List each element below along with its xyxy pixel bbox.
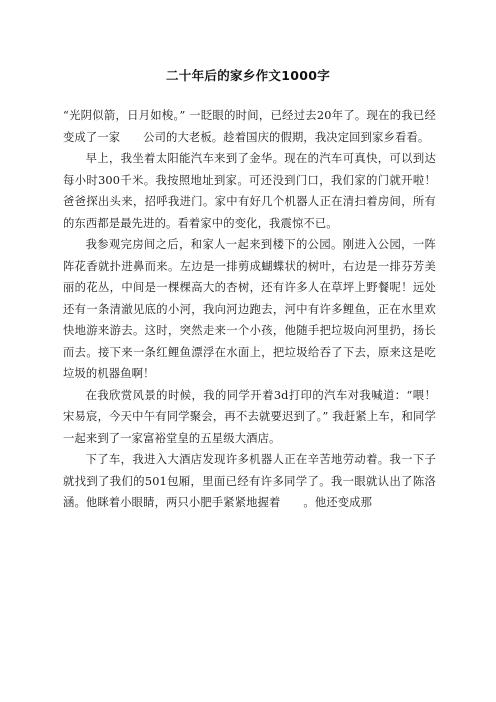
paragraph-3: 我参观完房间之后，和家人一起来到楼下的公园。刚进入公园，一阵阵花香就扑进鼻而来。左边是一排剪成蝴蝶状的树叶，右边是一排芬芳美丽的花丛，中间是一棵棵高大的杏树，还有许多人在草坪上野餐呢！远处还有一条清澈见底的小河，我向河边跑去，河中有许多鲤鱼，正在水里欢快地游来游去。这时，突然走来一个小孩，他随手把垃圾向河里扔，扬长而去。接下来一条红鲤鱼漂浮在水面上，把垃圾给吞了下去，原来这是吃垃圾的机器鱼啊！ bbox=[63, 238, 436, 380]
paragraph-2: 早上，我坐着太阳能汽车来到了金华。现在的汽车可真快，可以到达每小时300千米。我按照地址到家。可还没到门口，我们家的门就开啦！爸爸探出头来，招呼我进门。家中有好几个机器人正在清扫着房间，所有的东西都是最先进的。看着家中的变化，我震惊不已。 bbox=[63, 152, 436, 230]
paragraph-4: 在我欣赏风景的时候，我的同学开着3d打印的汽车对我喊道：“喂！宋易宸，今天中午有同学聚会，再不去就要迟到了。” 我赶紧上车，和同学一起来到了一家富裕堂皇的五星级大酒店。 bbox=[63, 388, 436, 445]
document-title: 二十年后的家乡作文1000字 bbox=[166, 68, 330, 83]
document-body bbox=[63, 105, 436, 514]
paragraph-5: 下了车，我进入大酒店发现许多机器人正在辛苦地劳动着。我一下子就找到了我们的501包厢，里面已经有许多同学了。我一眼就认出了陈洛涵。他眯着小眼睛，两只小肥手紧紧地握着 。他还变成那 bbox=[63, 453, 436, 509]
paragraph-1: “光阴似箭，日月如梭。” 一眨眼的时间，已经过去20年了。现在的我已经变成了一家 公司的大老板。趁着国庆的假期，我决定回到家乡看看。 bbox=[63, 109, 436, 144]
